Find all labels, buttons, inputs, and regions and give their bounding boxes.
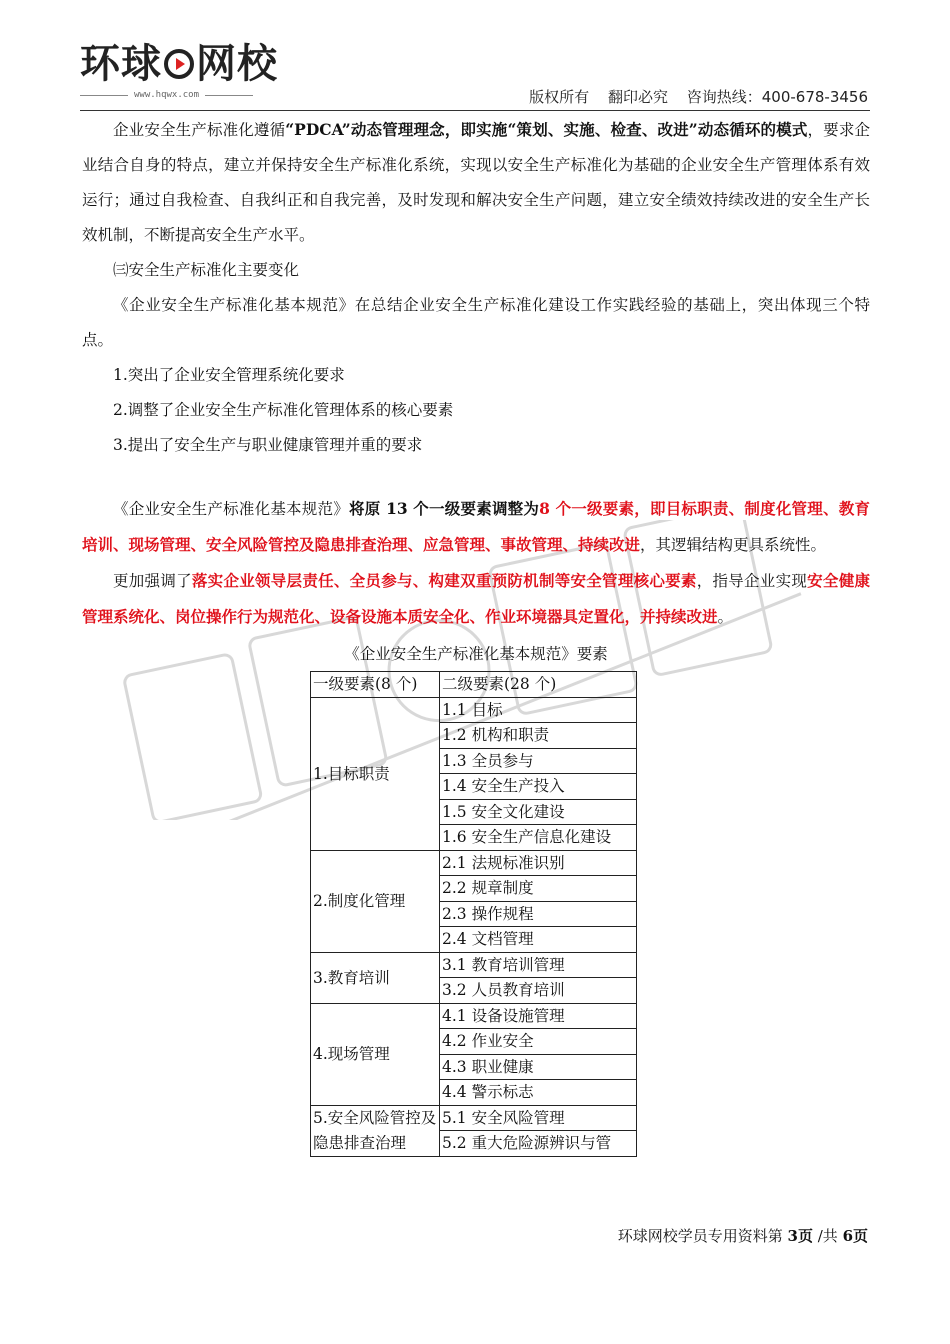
group-name: 3.教育培训 — [311, 952, 440, 1003]
footer-prefix: 环球网校学员专用资料第 — [617, 1227, 788, 1245]
page-number: 3页 — [787, 1227, 813, 1245]
table-cell: 1.2 机构和职责 — [440, 723, 637, 749]
paragraph-emphasis: 更加强调了落实企业领导层责任、全员参与、构建双重预防机制等安全管理核心要素，指导企业实现安全健康管理系统化、岗位操作行为规范化、设备设施本质安全化、作业环境器具定置化，并持续改进。 — [82, 571, 870, 626]
table-cell: 1.5 安全文化建设 — [440, 799, 637, 825]
table-header-row — [311, 672, 637, 698]
header-notice — [515, 86, 868, 107]
table-cell: 3.2 人员教育培训 — [440, 978, 637, 1004]
group-name: 4.现场管理 — [311, 1003, 440, 1105]
no-reprint-text: 翻印必究 — [607, 88, 668, 106]
logo-text-a: 环球 — [80, 41, 162, 87]
paragraph-elements: 《企业安全生产标准化基本规范》将原 13 个一级要素调整为8 个一级要素，即目标职责、制度化管理、教育培训、现场管理、安全风险管控及隐患排查治理、应急管理、事故管理、持续改进，其逻辑结构更具系统性。 — [82, 499, 870, 554]
logo-text-b: 网校 — [196, 41, 278, 87]
table-row — [311, 952, 637, 978]
logo — [80, 40, 278, 100]
table-caption: 《企业安全生产标准化基本规范》要素 — [344, 645, 608, 663]
paragraph-pdca: 企业安全生产标准化遵循“PDCA”动态管理理念，即实施“策划、实施、检查、改进”动态循环的模式，要求企业结合自身的特点，建立并保持安全生产标准化系统，实现以安全生产标准化为基础的企业安全生产管理体系有效运行；通过自我检查、自我纠正和自我完善，及时发现和解决安全生产问题，建立安全绩效持续改进的安全生产长效机制，不断提高安全生产水平。 — [82, 120, 870, 244]
page-total: 6页 — [842, 1227, 868, 1245]
table-cell: 4.4 警示标志 — [440, 1080, 637, 1106]
group-name: 2.制度化管理 — [311, 850, 440, 952]
table-row — [311, 1105, 637, 1131]
table-cell: 2.4 文档管理 — [440, 927, 637, 953]
list-item: 1.突出了企业安全管理系统化要求 — [113, 366, 345, 384]
footer-mid: /共 — [812, 1227, 843, 1245]
table-cell: 1.3 全员参与 — [440, 748, 637, 774]
hotline-text: 咨询热线：400-678-3456 — [686, 88, 868, 106]
table-cell: 2.1 法规标准识别 — [440, 850, 637, 876]
table-row — [311, 697, 637, 723]
table-cell: 2.3 操作规程 — [440, 901, 637, 927]
table-header: 一级要素(8 个) — [311, 672, 440, 698]
list-item: 2.调整了企业安全生产标准化管理体系的核心要素 — [113, 401, 454, 419]
table-cell: 1.4 安全生产投入 — [440, 774, 637, 800]
table-cell: 5.1 安全风险管理 — [440, 1105, 637, 1131]
table-cell: 4.3 职业健康 — [440, 1054, 637, 1080]
group-name: 5.安全风险管控及隐患排查治理 — [311, 1105, 440, 1156]
main-content — [82, 112, 870, 1157]
table-header: 二级要素(28 个) — [440, 672, 637, 698]
page-header — [0, 0, 950, 115]
header-divider — [80, 110, 870, 111]
table-cell: 4.1 设备设施管理 — [440, 1003, 637, 1029]
play-icon — [164, 49, 194, 79]
copyright-text: 版权所有 — [529, 88, 590, 106]
page-footer — [618, 1225, 868, 1246]
group-name: 1.目标职责 — [311, 697, 440, 850]
list-item: 3.提出了安全生产与职业健康管理并重的要求 — [113, 436, 423, 454]
table-row — [311, 850, 637, 876]
table-cell: 2.2 规章制度 — [440, 876, 637, 902]
table-cell: 3.1 教育培训管理 — [440, 952, 637, 978]
logo-url: www.hqwx.com — [134, 90, 200, 100]
table-cell: 5.2 重大危险源辨识与管 — [440, 1131, 637, 1157]
paragraph-features: 《企业安全生产标准化基本规范》在总结企业安全生产标准化建设工作实践经验的基础上，突出体现三个特点。 — [82, 296, 870, 349]
table-cell: 4.2 作业安全 — [440, 1029, 637, 1055]
table-row — [311, 1003, 637, 1029]
elements-table — [310, 671, 637, 1157]
table-cell: 1.6 安全生产信息化建设 — [440, 825, 637, 851]
table-cell: 1.1 目标 — [440, 697, 637, 723]
section-heading: ㈢安全生产标准化主要变化 — [113, 261, 300, 279]
